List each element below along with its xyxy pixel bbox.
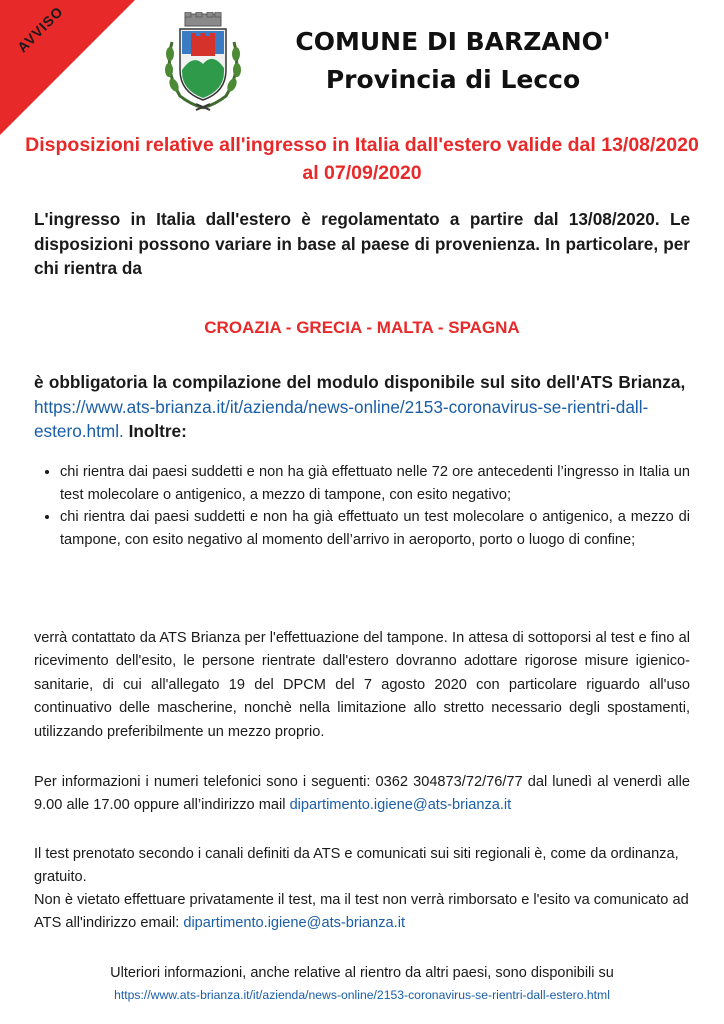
countries-list: CROAZIA - GRECIA - MALTA - SPAGNA: [204, 318, 520, 337]
notice-title: Disposizioni relative all'ingresso in Italia dall'estero valide dal 13/08/2020 al 07/09/2020: [25, 134, 699, 184]
coat-of-arms-icon: [158, 12, 248, 112]
obligation-text: è obbligatoria la compilazione del modulo disponibile sul sito dell'ATS Brianza,: [34, 372, 686, 392]
info-text: Per informazioni i numeri telefonici sono i seguenti: 0362 304873/72/76/77 dal lunedì al venerdì alle 9.00 alle 17.00 oppure all’indirizzo mail: [34, 774, 690, 814]
municipality-header: [258, 24, 648, 100]
private-test-paragraph: [34, 889, 690, 936]
conditions-list: [34, 461, 690, 551]
free-test-paragraph: Il test prenotato secondo i canali definiti da ATS e comunicati sui siti regionali è, come da ordinanza, gratuito.: [34, 846, 679, 886]
info-paragraph: [34, 771, 690, 818]
obligation-paragraph: [34, 370, 690, 444]
intro-paragraph: L'ingresso in Italia dall'estero è regolamentato a partire dal 13/08/2020. Le disposizioni possono variare in base al paese di provenienza. In particolare, per chi rientra da: [34, 209, 690, 278]
footer: [24, 962, 700, 1006]
private-test-email-link[interactable]: dipartimento.igiene@ats-brianza.it: [183, 915, 405, 932]
info-email-link[interactable]: dipartimento.igiene@ats-brianza.it: [289, 797, 512, 814]
private-test-text: Non è vietato effettuare privatamente il test, ma il test non verrà rimborsato e l'esito va comunicato ad ATS all'indirizzo email:: [34, 892, 689, 932]
municipality-name: COMUNE DI BARZANO': [295, 27, 611, 56]
list-item: • chi rientra dai paesi suddetti e non ha già effettuato un test molecolare o antigenico, a mezzo di tampone, con esito negativo al momento dell’arrivo in aeroporto, porto o luogo di confine;: [60, 506, 690, 551]
ats-form-link[interactable]: https://www.ats-brianza.it/it/azienda/news-online/2153-coronavirus-se-rientri-dall-estero.html.: [34, 396, 649, 441]
contact-paragraph: verrà contattato da ATS Brianza per l'effettuazione del tampone. In attesa di sottoporsi al test e fino al ricevimento dell'esito, le persone rientrate dall'estero dovranno adottare rigorose misure igienico-sanitarie, di cui all'allegato 19 del DPCM del 7 agosto 2020 con particolare riguardo all'uso continuativo delle mascherine, nonchè nella limitazione allo stretto necessario degli spostamenti, utilizzando preferibilmente un mezzo proprio.: [34, 630, 690, 740]
avviso-label: AVVISO: [14, 3, 67, 56]
avviso-corner-banner: [0, 0, 135, 135]
province-name: Provincia di Lecco: [325, 65, 581, 94]
list-item: • chi rientra dai paesi suddetti e non ha già effettuato nelle 72 ore antecedenti l’ingresso in Italia un test molecolare o antigenico, a mezzo di tampone, con esito negativo;: [60, 461, 690, 506]
footer-text: Ulteriori informazioni, anche relative al rientro da altri paesi, sono disponibili su: [110, 965, 614, 981]
footer-link[interactable]: https://www.ats-brianza.it/it/azienda/news-online/2153-coronavirus-se-rientri-dall-estero.html: [114, 988, 610, 1002]
obligation-continuation: Inoltre:: [128, 421, 187, 441]
